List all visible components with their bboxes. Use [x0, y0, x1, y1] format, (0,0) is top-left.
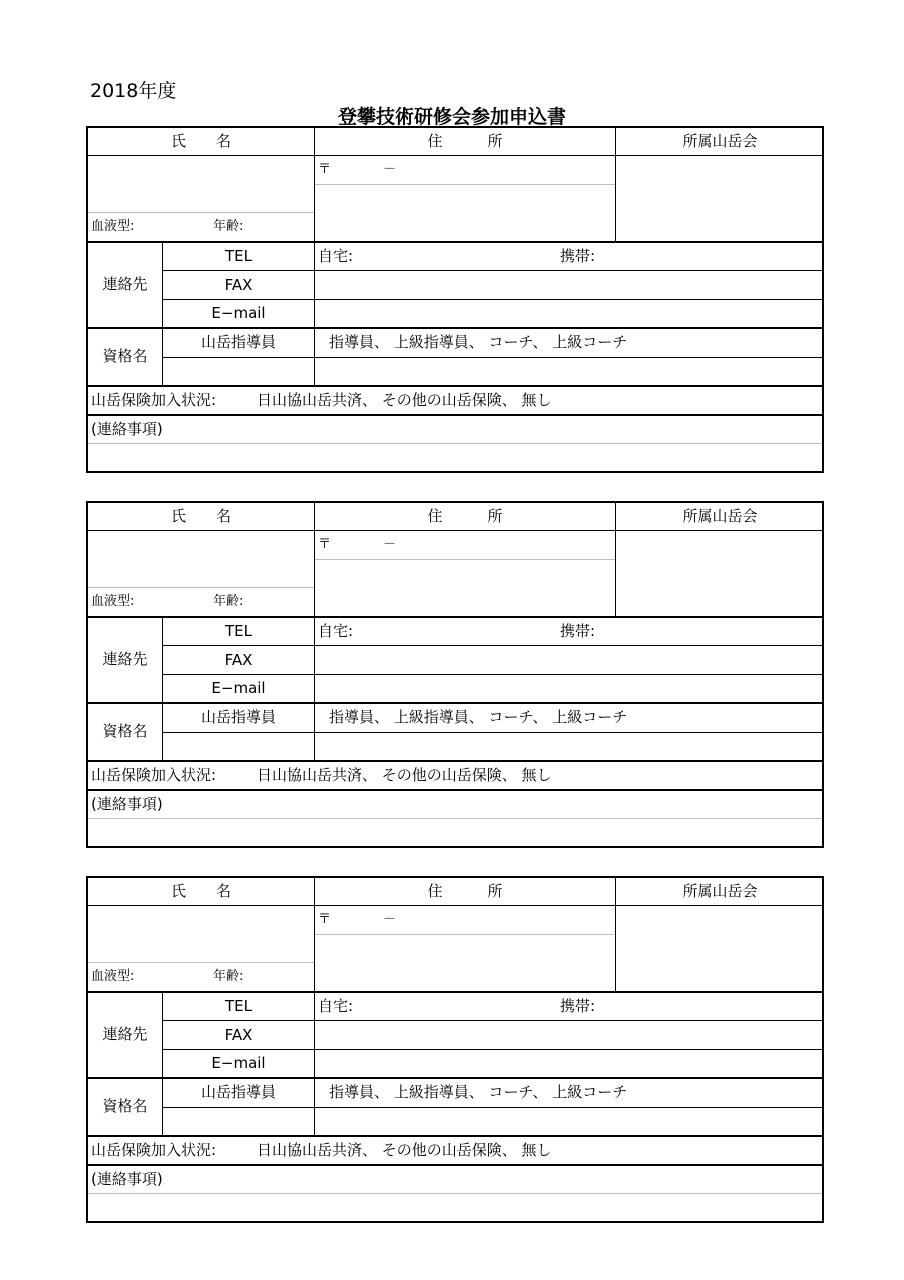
- age-label: 年齢:: [213, 219, 244, 234]
- email-label: E−mail: [211, 1054, 266, 1072]
- instructor-options: 指導員、 上級指導員、 コーチ、 上級コーチ: [329, 333, 628, 351]
- tel-label: TEL: [225, 997, 252, 1015]
- postal-code-mark: 〒 －: [318, 912, 397, 927]
- home-phone-label: 自宅:: [318, 247, 354, 265]
- name-header: 氏 名: [170, 132, 231, 150]
- home-phone-label: 自宅:: [318, 997, 354, 1015]
- age-label: 年齢:: [213, 594, 244, 609]
- notes-label: (連絡事項): [91, 1170, 163, 1188]
- year-label: 2018年度: [90, 80, 177, 102]
- address-header: 住 所: [427, 132, 503, 150]
- blood-type-label: 血液型:: [91, 969, 135, 984]
- email-label: E−mail: [211, 679, 266, 697]
- club-header: 所属山岳会: [682, 132, 758, 150]
- contact-label: 連絡先: [102, 275, 148, 293]
- qualification-label: 資格名: [102, 1097, 148, 1115]
- instructor-options: 指導員、 上級指導員、 コーチ、 上級コーチ: [329, 708, 628, 726]
- mountain-instructor-label: 山岳指導員: [200, 333, 276, 351]
- club-header: 所属山岳会: [682, 882, 758, 900]
- blood-type-label: 血液型:: [91, 594, 135, 609]
- mobile-phone-label: 携帯:: [560, 997, 596, 1015]
- name-header: 氏 名: [170, 507, 231, 525]
- address-header: 住 所: [427, 507, 503, 525]
- age-label: 年齢:: [213, 969, 244, 984]
- mobile-phone-label: 携帯:: [560, 247, 596, 265]
- address-header: 住 所: [427, 882, 503, 900]
- tel-label: TEL: [225, 622, 252, 640]
- postal-code-mark: 〒 －: [318, 537, 397, 552]
- mobile-phone-label: 携帯:: [560, 622, 596, 640]
- notes-label: (連絡事項): [91, 795, 163, 813]
- insurance-options: 日山協山岳共済、 その他の山岳保険、 無し: [257, 1141, 552, 1159]
- postal-code-mark: 〒 －: [318, 162, 397, 177]
- instructor-options: 指導員、 上級指導員、 コーチ、 上級コーチ: [329, 1083, 628, 1101]
- qualification-label: 資格名: [102, 722, 148, 740]
- contact-label: 連絡先: [102, 650, 148, 668]
- application-form: [86, 876, 824, 1223]
- name-header: 氏 名: [170, 882, 231, 900]
- insurance-label: 山岳保険加入状況:: [91, 766, 217, 784]
- insurance-options: 日山協山岳共済、 その他の山岳保険、 無し: [257, 391, 552, 409]
- insurance-label: 山岳保険加入状況:: [91, 391, 217, 409]
- qualification-label: 資格名: [102, 347, 148, 365]
- mountain-instructor-label: 山岳指導員: [200, 1083, 276, 1101]
- insurance-label: 山岳保険加入状況:: [91, 1141, 217, 1159]
- fax-label: FAX: [224, 276, 253, 294]
- contact-label: 連絡先: [102, 1025, 148, 1043]
- form-title: 登攀技術研修会参加申込書: [337, 106, 566, 128]
- home-phone-label: 自宅:: [318, 622, 354, 640]
- tel-label: TEL: [225, 247, 252, 265]
- mountain-instructor-label: 山岳指導員: [200, 708, 276, 726]
- email-label: E−mail: [211, 304, 266, 322]
- blood-type-label: 血液型:: [91, 219, 135, 234]
- notes-label: (連絡事項): [91, 420, 163, 438]
- insurance-options: 日山協山岳共済、 その他の山岳保険、 無し: [257, 766, 552, 784]
- club-header: 所属山岳会: [682, 507, 758, 525]
- application-form: [86, 126, 824, 473]
- fax-label: FAX: [224, 651, 253, 669]
- application-form: [86, 501, 824, 848]
- fax-label: FAX: [224, 1026, 253, 1044]
